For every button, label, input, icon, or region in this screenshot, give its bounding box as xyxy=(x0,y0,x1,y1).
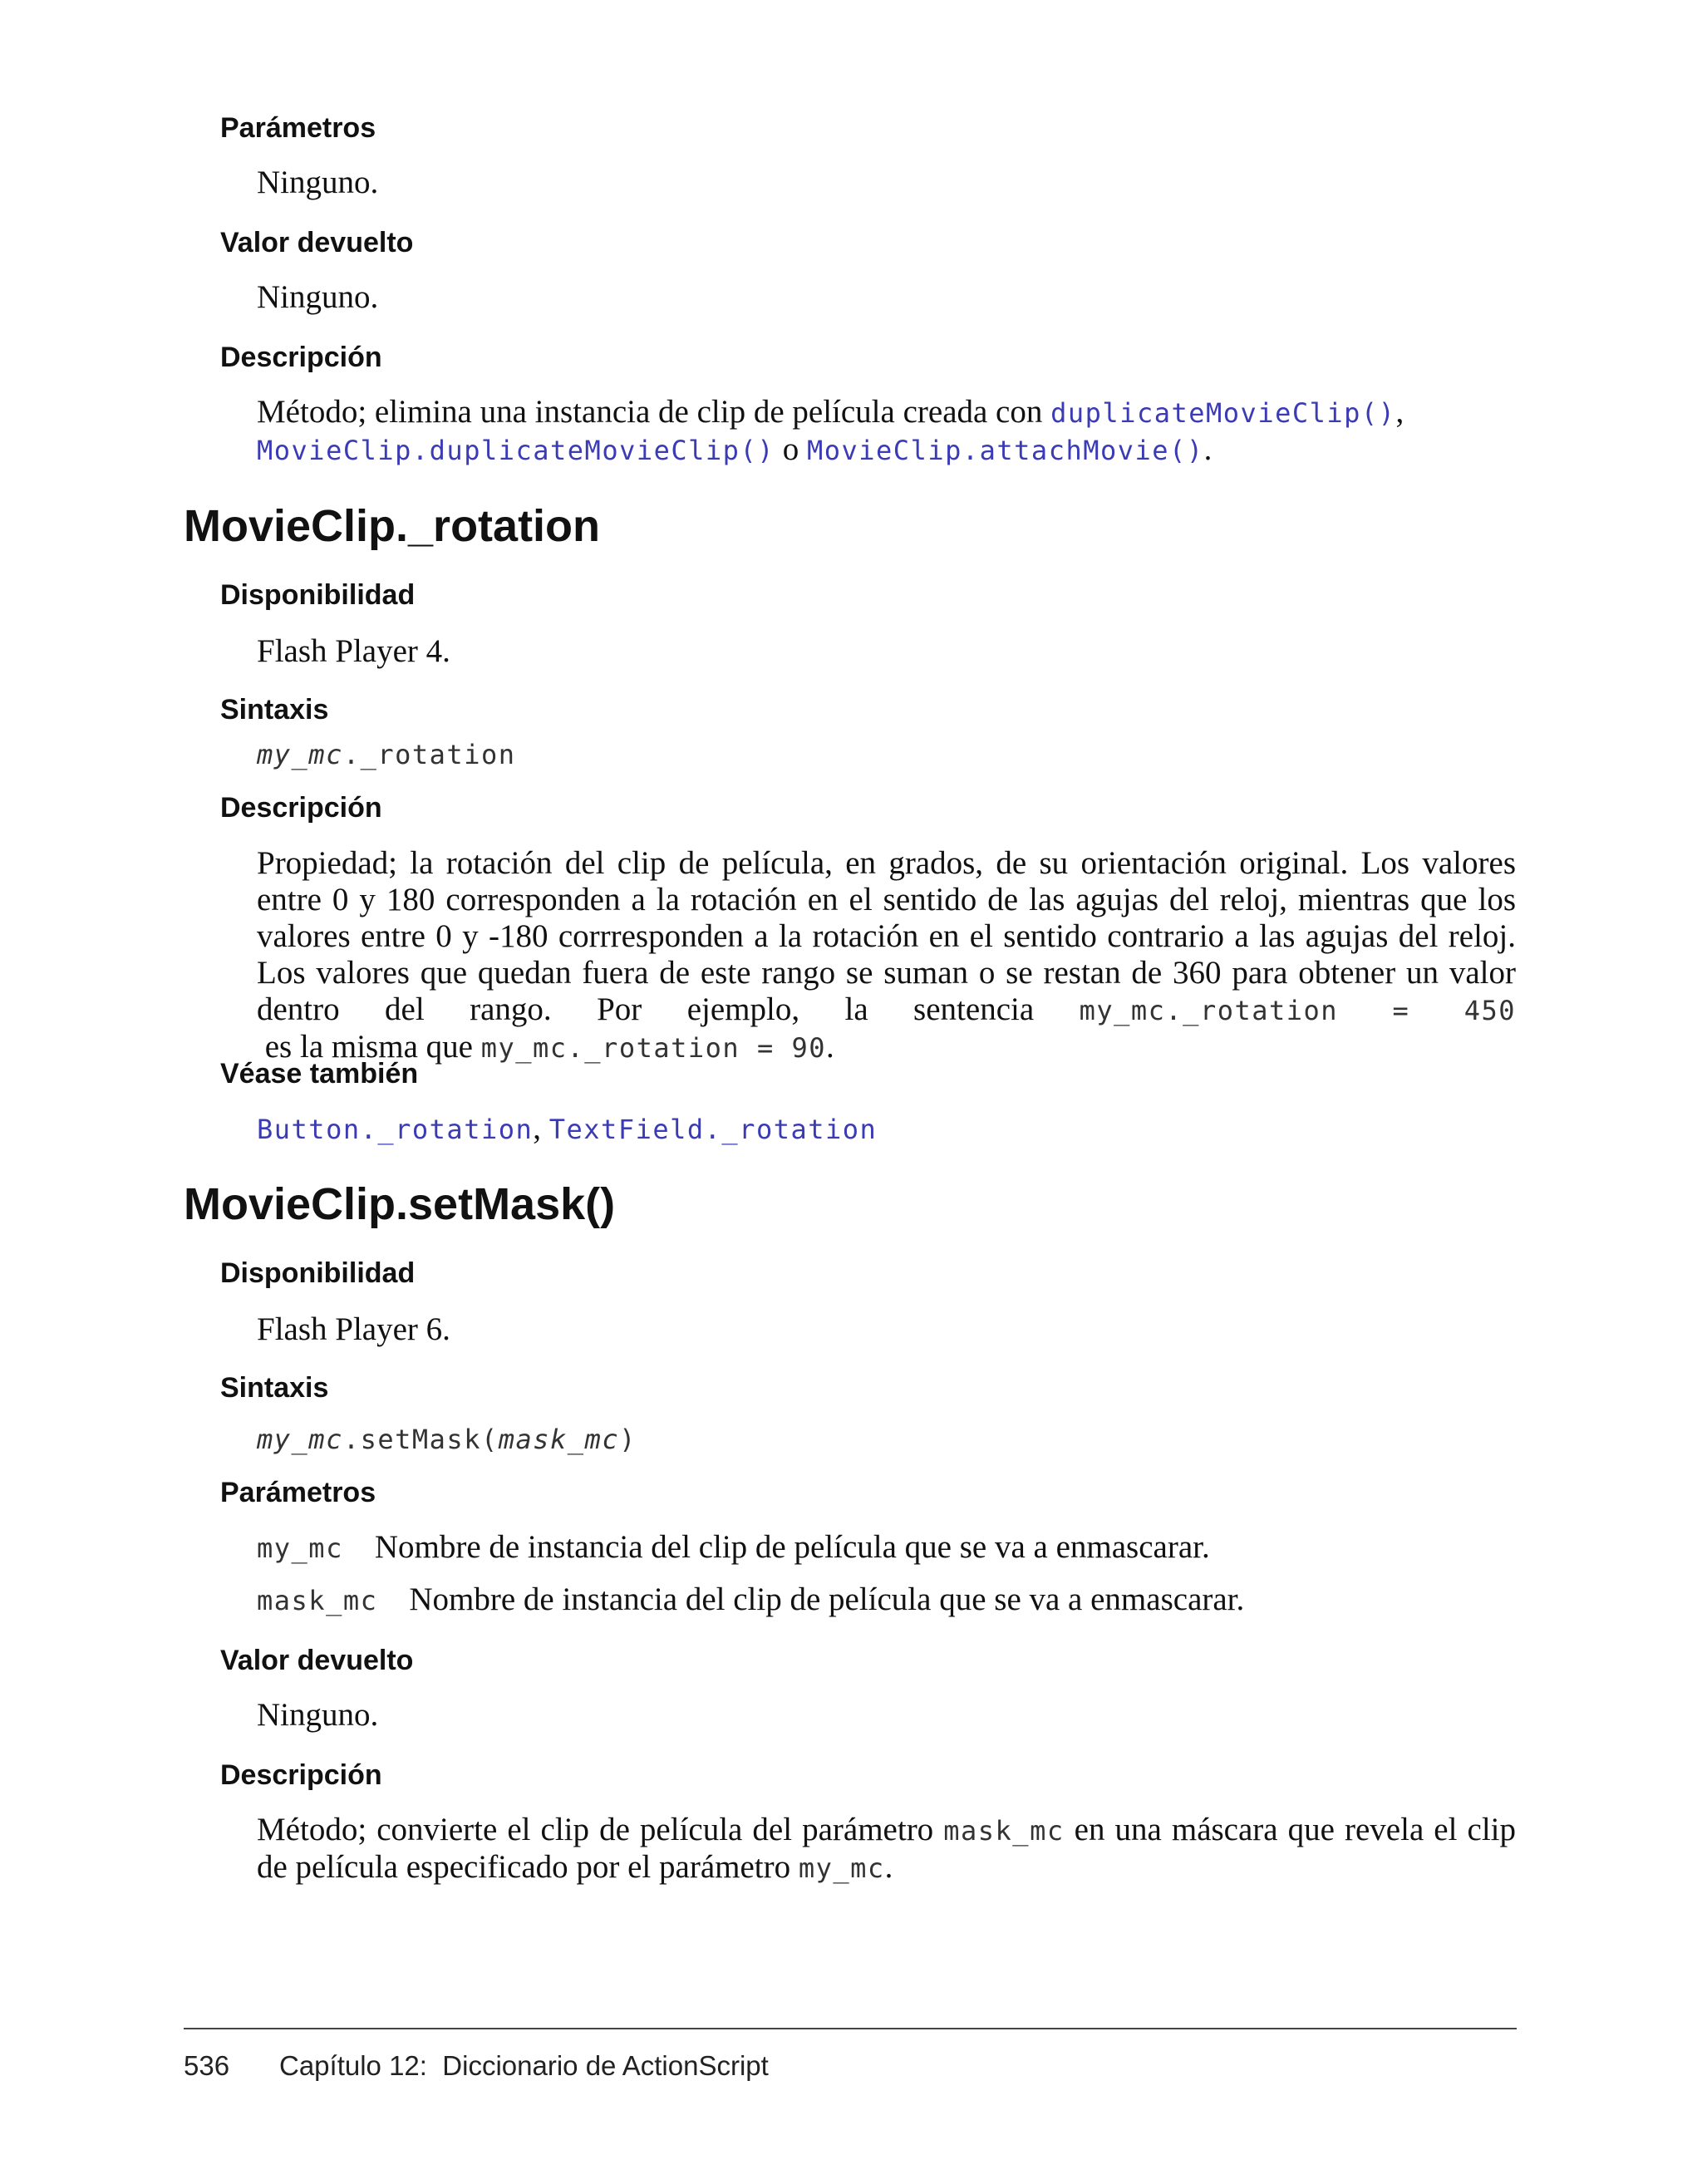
syntax-code xyxy=(257,736,1516,773)
rotation-description xyxy=(257,845,1516,1066)
syntax-heading: Sintaxis xyxy=(220,1372,329,1404)
syntax-code xyxy=(257,1421,1516,1458)
chapter-title: Capítulo 12: Diccionario de ActionScript xyxy=(279,2050,769,2081)
desc-text: es la misma que xyxy=(257,1029,481,1065)
params-text: Ninguno. xyxy=(257,165,379,200)
param-row xyxy=(257,1529,1210,1567)
return-heading: Valor devuelto xyxy=(220,1645,414,1676)
syntax-close: ) xyxy=(619,1424,637,1455)
param-desc: Nombre de instancia del clip de película que se va a enmascarar. xyxy=(374,1529,1210,1565)
param-row xyxy=(257,1581,1244,1619)
desc-heading: Descripción xyxy=(220,792,382,824)
desc-code: mask_mc xyxy=(943,1815,1065,1847)
desc-sep: , xyxy=(1395,394,1404,430)
availability-text: Flash Player 4. xyxy=(257,633,450,669)
see-also-links xyxy=(257,1110,1516,1148)
desc-code: my_mc._rotation = 450 xyxy=(1079,995,1516,1026)
param-name: mask_mc xyxy=(257,1585,378,1616)
desc-text: Método; elimina una instancia de clip de película creada con xyxy=(257,394,1051,430)
syntax-method: .setMask( xyxy=(342,1424,499,1455)
syntax-object: my_mc xyxy=(257,739,343,770)
link-duplicatemovieclip[interactable]: duplicateMovieClip() xyxy=(1050,397,1396,429)
desc-code: my_mc xyxy=(798,1852,885,1884)
see-also-heading: Véase también xyxy=(220,1058,419,1090)
desc-paragraph xyxy=(257,394,1516,469)
desc-text: Método; convierte el clip de película del parámetro xyxy=(257,1812,944,1847)
link-textfield-rotation[interactable]: TextField._rotation xyxy=(548,1114,878,1145)
params-heading: Parámetros xyxy=(220,1477,376,1508)
availability-text: Flash Player 6. xyxy=(257,1311,450,1347)
section-title-rotation: MovieClip._rotation xyxy=(184,501,601,551)
availability-heading: Disponibilidad xyxy=(220,579,416,611)
return-heading: Valor devuelto xyxy=(220,227,414,258)
params-heading: Parámetros xyxy=(220,112,376,144)
desc-sep: o xyxy=(774,431,807,467)
desc-end: . xyxy=(826,1029,834,1065)
desc-text: en una máscara que revela el clip de película especificado por el parámetro xyxy=(257,1812,1516,1885)
setmask-description xyxy=(257,1812,1516,1886)
param-name: my_mc xyxy=(257,1532,343,1564)
section-title-setmask: MovieClip.setMask() xyxy=(184,1179,616,1229)
link-movieclip-duplicatemovieclip[interactable]: MovieClip.duplicateMovieClip() xyxy=(257,435,775,466)
page-number: 536 xyxy=(184,2050,230,2081)
footer-rule xyxy=(184,2028,1517,2029)
link-button-rotation[interactable]: Button._rotation xyxy=(257,1114,534,1145)
desc-end: . xyxy=(1203,431,1213,467)
syntax-heading: Sintaxis xyxy=(220,694,329,726)
desc-end: . xyxy=(884,1849,893,1885)
see-sep: , xyxy=(533,1110,549,1146)
desc-text: Propiedad; la rotación del clip de película, en grados, de su orientación original. Los valores entre 0 y 180 corresponden a la rotación en el sentido de las agujas del reloj, mientras que los valores entre 0 y -180 corrresponden a la rotación en el sentido contrario a las agujas del reloj. Los valores que quedan fuera de este rango se suman o se restan de 360 para obtener un valor dentro del rango. Por ejemplo, la sentencia xyxy=(257,845,1516,1027)
param-desc: Nombre de instancia del clip de película que se va a enmascarar. xyxy=(409,1581,1245,1617)
syntax-member: ._rotation xyxy=(342,739,516,770)
desc-heading: Descripción xyxy=(220,1759,382,1791)
desc-code: my_mc._rotation = 90 xyxy=(480,1032,826,1064)
availability-heading: Disponibilidad xyxy=(220,1257,416,1289)
syntax-arg: mask_mc xyxy=(498,1424,620,1455)
desc-heading: Descripción xyxy=(220,342,382,373)
return-text: Ninguno. xyxy=(257,1697,379,1733)
return-text: Ninguno. xyxy=(257,279,379,315)
syntax-object: my_mc xyxy=(257,1424,343,1455)
link-movieclip-attachmovie[interactable]: MovieClip.attachMovie() xyxy=(806,435,1204,466)
page-footer xyxy=(184,2049,769,2083)
